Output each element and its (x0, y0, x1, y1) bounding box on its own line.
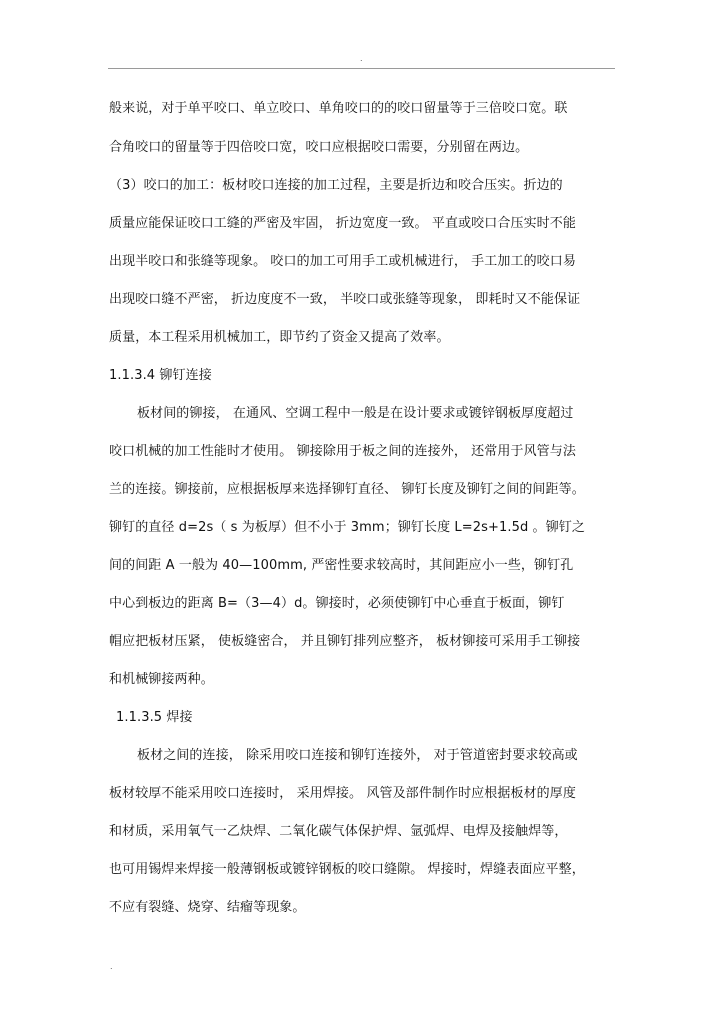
section-heading: 1.1.3.4 铆钉连接 (109, 368, 212, 383)
text-line: 不应有裂缝、烧穿、结瘤等现象。 (109, 900, 306, 915)
text-line: 出现半咬口和张缝等现象。 咬口的加工可用手工或机械进行， 手工加工的咬口易 (109, 254, 576, 269)
text-line: 合角咬口的留量等于四倍咬口宽，咬口应根据咬口需要，分别留在两边。 (109, 140, 529, 155)
text-line: 间的间距 A 一般为 40—100mm, 严密性要求较高时，其间距应小一些，铆钉孔 (109, 558, 574, 573)
header-dot: . (360, 54, 363, 63)
text-line: 和材质，采用氧气一乙炔焊、二氧化碳气体保护焊、氩弧焊、电焊及接触焊等， (109, 824, 568, 839)
text-line: 出现咬口缝不严密， 折边度度不一致， 半咬口或张缝等现象， 即耗时又不能保证 (109, 292, 581, 307)
text-line: （3）咬口的加工：板材咬口连接的加工过程，主要是折边和咬合压实。折边的 (109, 178, 563, 193)
section-heading: 1.1.3.5 焊接 (116, 710, 193, 725)
paragraph-start-line: 板材之间的连接， 除采用咬口连接和铆钉连接外， 对于管道密封要求较高或 (137, 748, 578, 763)
text-line: 和机械铆接两种。 (109, 672, 214, 687)
text-line: 兰的连接。铆接前，应根据板厚来选择铆钉直径、 铆钉长度及铆钉之间的间距等。 (109, 482, 585, 497)
text-line: 质量应能保证咬口工缝的严密及牢固， 折边宽度一致。 平直或咬口合压实时不能 (109, 216, 576, 231)
text-line: 也可用锡焊来焊接一般薄钢板或镀锌钢板的咬口缝隙。 焊接时，焊缝表面应平整， (109, 862, 585, 877)
text-line: 铆钉的直径 d=2s（ s 为板厚）但不小于 3mm；铆钉长度 L=2s+1.5d 。铆钉之 (109, 520, 585, 535)
paragraph-start-line: 板材间的铆接， 在通风、空调工程中一般是在设计要求或镀锌钢板厚度超过 (137, 406, 574, 421)
text-line: 质量，本工程采用机械加工，即节约了资金又提高了效率。 (109, 330, 450, 345)
text-line: 帽应把板材压紧， 使板缝密合， 并且铆钉排列应整齐， 板材铆接可采用手工铆接 (109, 634, 581, 649)
text-line: 板材较厚不能采用咬口连接时， 采用焊接。 风管及部件制作时应根据板材的厚度 (109, 786, 576, 801)
text-line: 般来说，对于单平咬口、单立咬口、单角咬口的的咬口留量等于三倍咬口宽。联 (109, 101, 568, 116)
text-line: 咬口机械的加工性能时才使用。 铆接除用于板之间的连接外， 还常用于风管与法 (109, 444, 576, 459)
header-rule (108, 68, 615, 69)
footer-dot: . (110, 962, 113, 971)
text-line: 中心到板边的距离 B=（3—4）d。铆接时，必须使铆钉中心垂直于板面，铆钉 (109, 596, 565, 611)
